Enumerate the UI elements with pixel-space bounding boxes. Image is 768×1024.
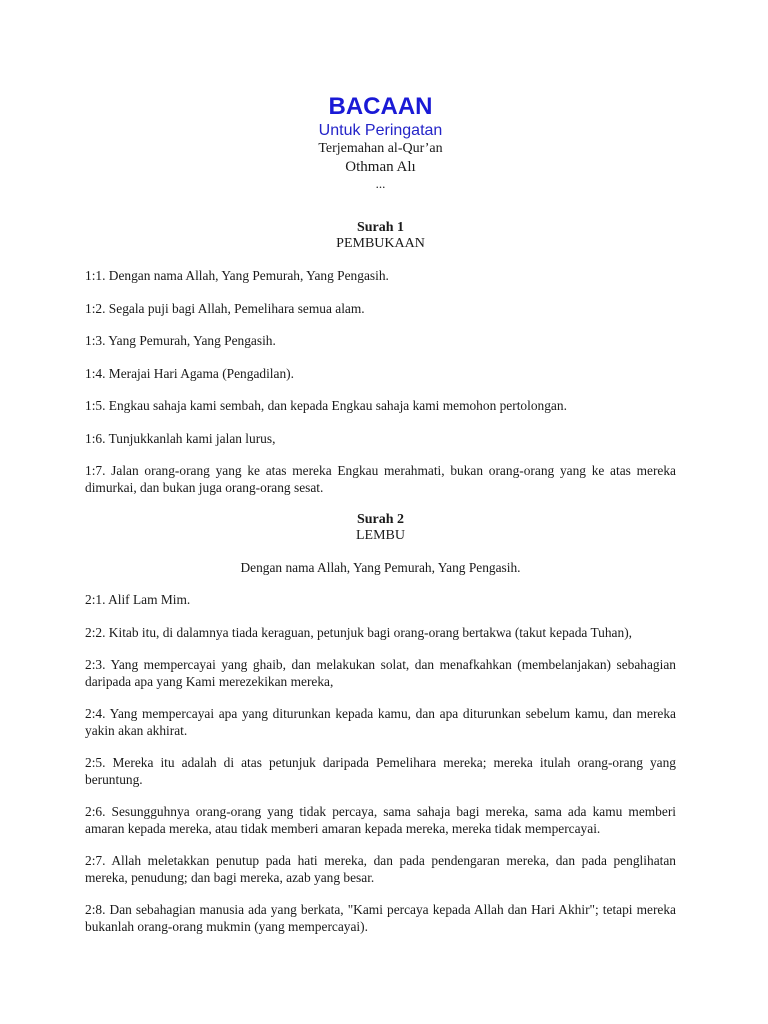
verse-2-5: 2:5. Mereka itu adalah di atas petunjuk daripada Pemelihara mereka; mereka itulah orang-orang yang beruntung. [85,755,676,787]
translation-label: Terjemahan al-Qur’an [318,141,443,156]
verse-2-3: 2:3. Yang mempercayai yang ghaib, dan melakukan solat, dan menafkahkan (membelanjakan) sebahagian daripada apa yang Kami merezekikan mereka, [85,657,676,689]
author-name: Othman Alı [345,159,416,175]
verse-1-3: 1:3. Yang Pemurah, Yang Pengasih. [85,333,276,348]
surah-2-name: LEMBU [356,528,405,543]
document-title: BACAAN [328,93,433,120]
verse-1-5: 1:5. Engkau sahaja kami sembah, dan kepada Engkau sahaja kami memohon pertolongan. [85,398,567,413]
basmala: Dengan nama Allah, Yang Pemurah, Yang Pengasih. [240,560,521,575]
verse-2-7: 2:7. Allah meletakkan penutup pada hati mereka, dan pada pendengaran mereka, dan pada penglihatan mereka, penudung; dan bagi mereka, azab yang besar. [85,853,676,885]
verse-2-6: 2:6. Sesungguhnya orang-orang yang tidak percaya, sama sahaja bagi mereka, sama ada kamu memberi amaran kepada mereka, atau tidak memberi amaran kepada mereka, mereka tidak mempercayai. [85,804,676,836]
verse-2-2: 2:2. Kitab itu, di dalamnya tiada keraguan, petunjuk bagi orang-orang bertakwa (takut kepada Tuhan), [85,624,632,640]
verse-1-2: 1:2. Segala puji bagi Allah, Pemelihara semua alam. [85,300,365,316]
title-block [85,92,676,191]
verse-1-4: 1:4. Merajai Hari Agama (Pengadilan). [85,365,294,381]
surah-2-heading [85,512,676,544]
document-subtitle: Untuk Peringatan [318,122,443,139]
verse-1-1: 1:1. Dengan nama Allah, Yang Pemurah, Yang Pengasih. [85,268,389,283]
verse-2-4: 2:4. Yang mempercayai apa yang diturunkan kepada kamu, dan apa diturunkan sebelum kamu, dan mereka yakin akan akhirat. [85,706,676,738]
surah-1-heading [85,220,676,252]
document-page [85,92,676,935]
verse-1-6: 1:6. Tunjukkanlah kami jalan lurus, [85,430,276,446]
surah-1-number: Surah 1 [356,220,405,235]
surah-2-number: Surah 2 [356,512,405,527]
ellipsis: ... [375,176,386,191]
surah-1-name: PEMBUKAAN [336,236,425,251]
verse-1-7: 1:7. Jalan orang-orang yang ke atas mereka Engkau merahmati, bukan orang-orang yang ke atas mereka dimurkai, dan bukan juga orang-orang sesat. [85,463,676,495]
verse-2-1: 2:1. Alif Lam Mim. [85,592,191,607]
verse-2-8: 2:8. Dan sebahagian manusia ada yang berkata, "Kami percaya kepada Allah dan Hari Akhir"; tetapi mereka bukanlah orang-orang mukmin (yang mempercayai). [85,902,676,934]
